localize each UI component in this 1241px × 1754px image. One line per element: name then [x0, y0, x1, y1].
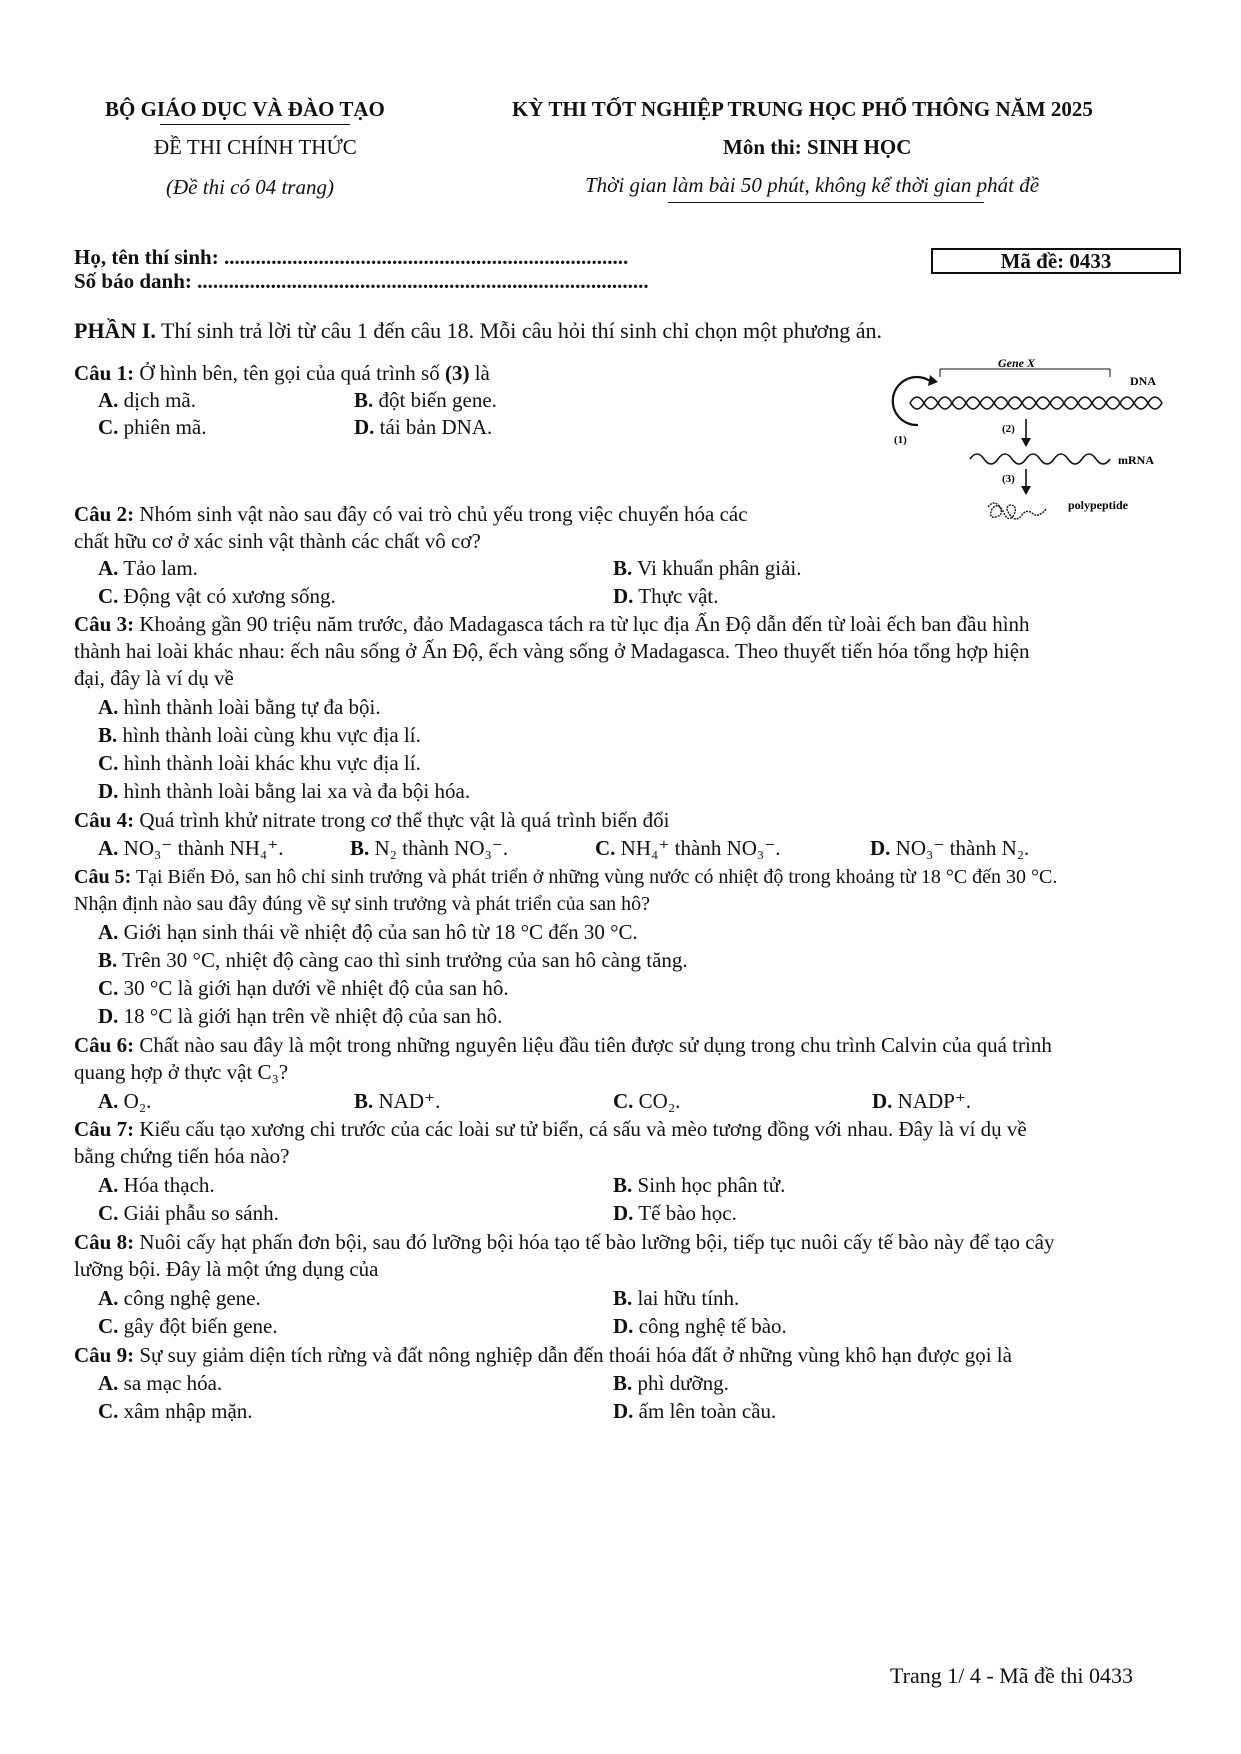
question-8-text2: lưỡng bội. Đây là một ứng dụng của: [74, 1257, 379, 1281]
question-7-text2: bằng chứng tiến hóa nào?: [74, 1144, 290, 1168]
question-1: [74, 360, 834, 387]
question-3: [74, 611, 1184, 692]
question-5-text2: Nhận định nào sau đây đúng về sự sinh trưởng và phát triển của san hô?: [74, 893, 651, 915]
question-8-number: Câu 8:: [74, 1230, 135, 1254]
question-1-text-a: Ở hình bên, tên gọi của quá trình số: [139, 361, 445, 385]
q6-option-a[interactable]: A. O₂.: [98, 1089, 152, 1113]
question-7-number: Câu 7:: [74, 1117, 135, 1141]
question-9-text: Sự suy giảm diện tích rừng và đất nông nghiệp dẫn đến thoái hóa đất ở những vùng khô hạn được gọi là: [139, 1343, 1012, 1367]
question-1-text-c: là: [469, 361, 490, 385]
translation-arrow-icon: [1021, 486, 1031, 495]
figure-dna-label: DNA: [1130, 374, 1156, 388]
figure-step1: (1): [894, 434, 907, 446]
question-1-number: Câu 1:: [74, 361, 135, 385]
part1-label: PHẦN I.: [74, 318, 156, 343]
q2-option-c[interactable]: C. Động vật có xương sống.: [98, 584, 336, 608]
pages-note: (Đề thi có 04 trang): [166, 175, 334, 199]
q5-option-c[interactable]: C. 30 °C là giới hạn dưới về nhiệt độ của san hô.: [98, 976, 509, 1000]
q4-option-a[interactable]: A. NO₃⁻ thành NH₄⁺.: [98, 836, 284, 860]
q2-option-a[interactable]: A. Tảo lam.: [98, 556, 198, 580]
figure-step2: (2): [1002, 423, 1015, 435]
q9-option-b[interactable]: B. phì dưỡng.: [613, 1371, 729, 1395]
q1-option-d[interactable]: D. tái bản DNA.: [354, 415, 493, 439]
question-7-text: Kiểu cấu tạo xương chi trước của các loài sư tử biển, cá sấu và mèo tương đồng với nhau. Đây là ví dụ về: [139, 1117, 1027, 1141]
page-footer: Trang 1/ 4 - Mã đề thi 0433: [890, 1663, 1134, 1688]
question-2-text2: chất hữu cơ ở xác sinh vật thành các chất vô cơ?: [74, 529, 481, 553]
mrna-strand: [970, 454, 1110, 464]
q1-option-c[interactable]: C. phiên mã.: [98, 415, 207, 439]
q5-option-d[interactable]: D. 18 °C là giới hạn trên về nhiệt độ của san hô.: [98, 1004, 503, 1028]
exam-title: KỲ THI TỐT NGHIỆP TRUNG HỌC PHỔ THÔNG NĂM 2025: [512, 97, 1093, 121]
q8-option-d[interactable]: D. công nghệ tế bào.: [613, 1314, 787, 1338]
question-8: [74, 1229, 1184, 1283]
q8-option-b[interactable]: B. lai hữu tính.: [613, 1286, 740, 1310]
exam-code-label: Mã đề:: [1000, 249, 1065, 273]
official-label: ĐỀ THI CHÍNH THỨC: [154, 135, 357, 159]
question-5-text: Tại Biển Đỏ, san hô chỉ sinh trưởng và phát triển ở những vùng nước có nhiệt độ trong khoảng từ 18 °C đến 30 °C.: [135, 866, 1058, 888]
q4-option-d[interactable]: D. NO₃⁻ thành N₂.: [870, 836, 1030, 860]
question-6-number: Câu 6:: [74, 1033, 135, 1057]
question-3-text2: thành hai loài khác nhau: ếch nâu sống ở Ấn Độ, ếch vàng sống ở Madagasca. Theo thuyết tiến hóa tổng hợp hiện: [74, 639, 1030, 663]
transcription-arrow-icon: [1021, 438, 1031, 447]
q6-option-b[interactable]: B. NAD⁺.: [354, 1089, 441, 1113]
q4-option-b[interactable]: B. N₂ thành NO₃⁻.: [350, 836, 509, 860]
question-5-number: Câu 5:: [74, 866, 132, 888]
q7-option-b[interactable]: B. Sinh học phân tử.: [613, 1173, 786, 1197]
q7-option-c[interactable]: C. Giải phẫu so sánh.: [98, 1201, 279, 1225]
question-6-text2: quang hợp ở thực vật C₃?: [74, 1060, 289, 1084]
question-1-text-b: (3): [444, 361, 470, 385]
candidate-name-line: Họ, tên thí sinh: .............................................................................: [74, 245, 629, 269]
q3-option-d[interactable]: D. hình thành loài bằng lai xa và đa bội hóa.: [98, 779, 471, 803]
time-underline: [668, 202, 984, 203]
figure-polypeptide-label: polypeptide: [1068, 498, 1129, 512]
question-2-number: Câu 2:: [74, 502, 135, 526]
ministry-underline: [160, 124, 350, 125]
q8-option-c[interactable]: C. gây đột biến gene.: [98, 1314, 278, 1338]
subject-label: Môn thi: SINH HỌC: [723, 135, 912, 159]
question-6: [74, 1032, 1184, 1086]
q9-option-a[interactable]: A. sa mạc hóa.: [98, 1371, 223, 1395]
figure-mrna-label: mRNA: [1118, 453, 1154, 467]
question-2: [74, 501, 874, 555]
question-4-number: Câu 4:: [74, 808, 135, 832]
gene-expression-figure: [880, 355, 1180, 540]
q2-option-b[interactable]: B. Vi khuẩn phân giải.: [613, 556, 802, 580]
question-9: [74, 1342, 1184, 1369]
question-3-number: Câu 3:: [74, 612, 135, 636]
q2-option-d[interactable]: D. Thực vật.: [613, 584, 719, 608]
question-6-text: Chất nào sau đây là một trong những nguyên liệu đầu tiên được sử dụng trong chu trình Calvin của quá trình: [139, 1033, 1052, 1057]
part1-instruction: Thí sinh trả lời từ câu 1 đến câu 18. Mỗi câu hỏi thí sinh chỉ chọn một phương án.: [161, 318, 883, 343]
question-4-text: Quá trình khử nitrate trong cơ thể thực vật là quá trình biến đổi: [139, 808, 670, 832]
exam-code-box: [931, 248, 1181, 274]
q8-option-a[interactable]: A. công nghệ gene.: [98, 1286, 261, 1310]
question-5: [74, 864, 1184, 918]
ministry-name: BỘ GIÁO DỤC VÀ ĐÀO TẠO: [105, 97, 385, 121]
question-4: [74, 807, 1184, 834]
q6-option-d[interactable]: D. NADP⁺.: [872, 1089, 972, 1113]
q9-option-c[interactable]: C. xâm nhập mặn.: [98, 1399, 253, 1423]
q3-option-c[interactable]: C. hình thành loài khác khu vực địa lí.: [98, 751, 421, 775]
question-8-text: Nuôi cấy hạt phấn đơn bội, sau đó lưỡng bội hóa tạo tế bào lưỡng bội, tiếp tục nuôi cấy tế bào này để tạo cây: [139, 1230, 1055, 1254]
q1-option-a[interactable]: A. dịch mã.: [98, 388, 196, 412]
figure-step3: (3): [1002, 473, 1015, 485]
candidate-id-line: Số báo danh: ......................................................................................: [74, 269, 649, 293]
q4-option-c[interactable]: C. NH₄⁺ thành NO₃⁻.: [595, 836, 781, 860]
question-2-text: Nhóm sinh vật nào sau đây có vai trò chủ yếu trong việc chuyển hóa các: [139, 502, 748, 526]
q1-option-b[interactable]: B. đột biến gene.: [354, 388, 497, 412]
question-9-number: Câu 9:: [74, 1343, 135, 1367]
q6-option-c[interactable]: C. CO₂.: [613, 1089, 681, 1113]
exam-code: 0433: [1069, 249, 1112, 273]
q7-option-d[interactable]: D. Tế bào học.: [613, 1201, 737, 1225]
q5-option-b[interactable]: B. Trên 30 °C, nhiệt độ càng cao thì sinh trưởng của san hô càng tăng.: [98, 948, 688, 972]
q9-option-d[interactable]: D. ấm lên toàn cầu.: [613, 1399, 777, 1423]
question-3-text: Khoảng gần 90 triệu năm trước, đảo Madagasca tách ra từ lục địa Ấn Độ dẫn đến từ loài ếch ban đầu hình: [139, 612, 1030, 636]
q3-option-a[interactable]: A. hình thành loài bằng tự đa bội.: [98, 695, 381, 719]
part1-heading: [74, 318, 882, 344]
question-3-text3: đại, đây là ví dụ về: [74, 666, 234, 690]
q7-option-a[interactable]: A. Hóa thạch.: [98, 1173, 215, 1197]
question-7: [74, 1116, 1184, 1170]
figure-gene-label: Gene X: [998, 356, 1035, 370]
time-note: Thời gian làm bài 50 phút, không kể thời gian phát đề: [585, 173, 1040, 197]
q3-option-b[interactable]: B. hình thành loài cùng khu vực địa lí.: [98, 723, 421, 747]
q5-option-a[interactable]: A. Giới hạn sinh thái về nhiệt độ của san hô từ 18 °C đến 30 °C.: [98, 920, 638, 944]
polypeptide-chain: [988, 503, 1046, 519]
